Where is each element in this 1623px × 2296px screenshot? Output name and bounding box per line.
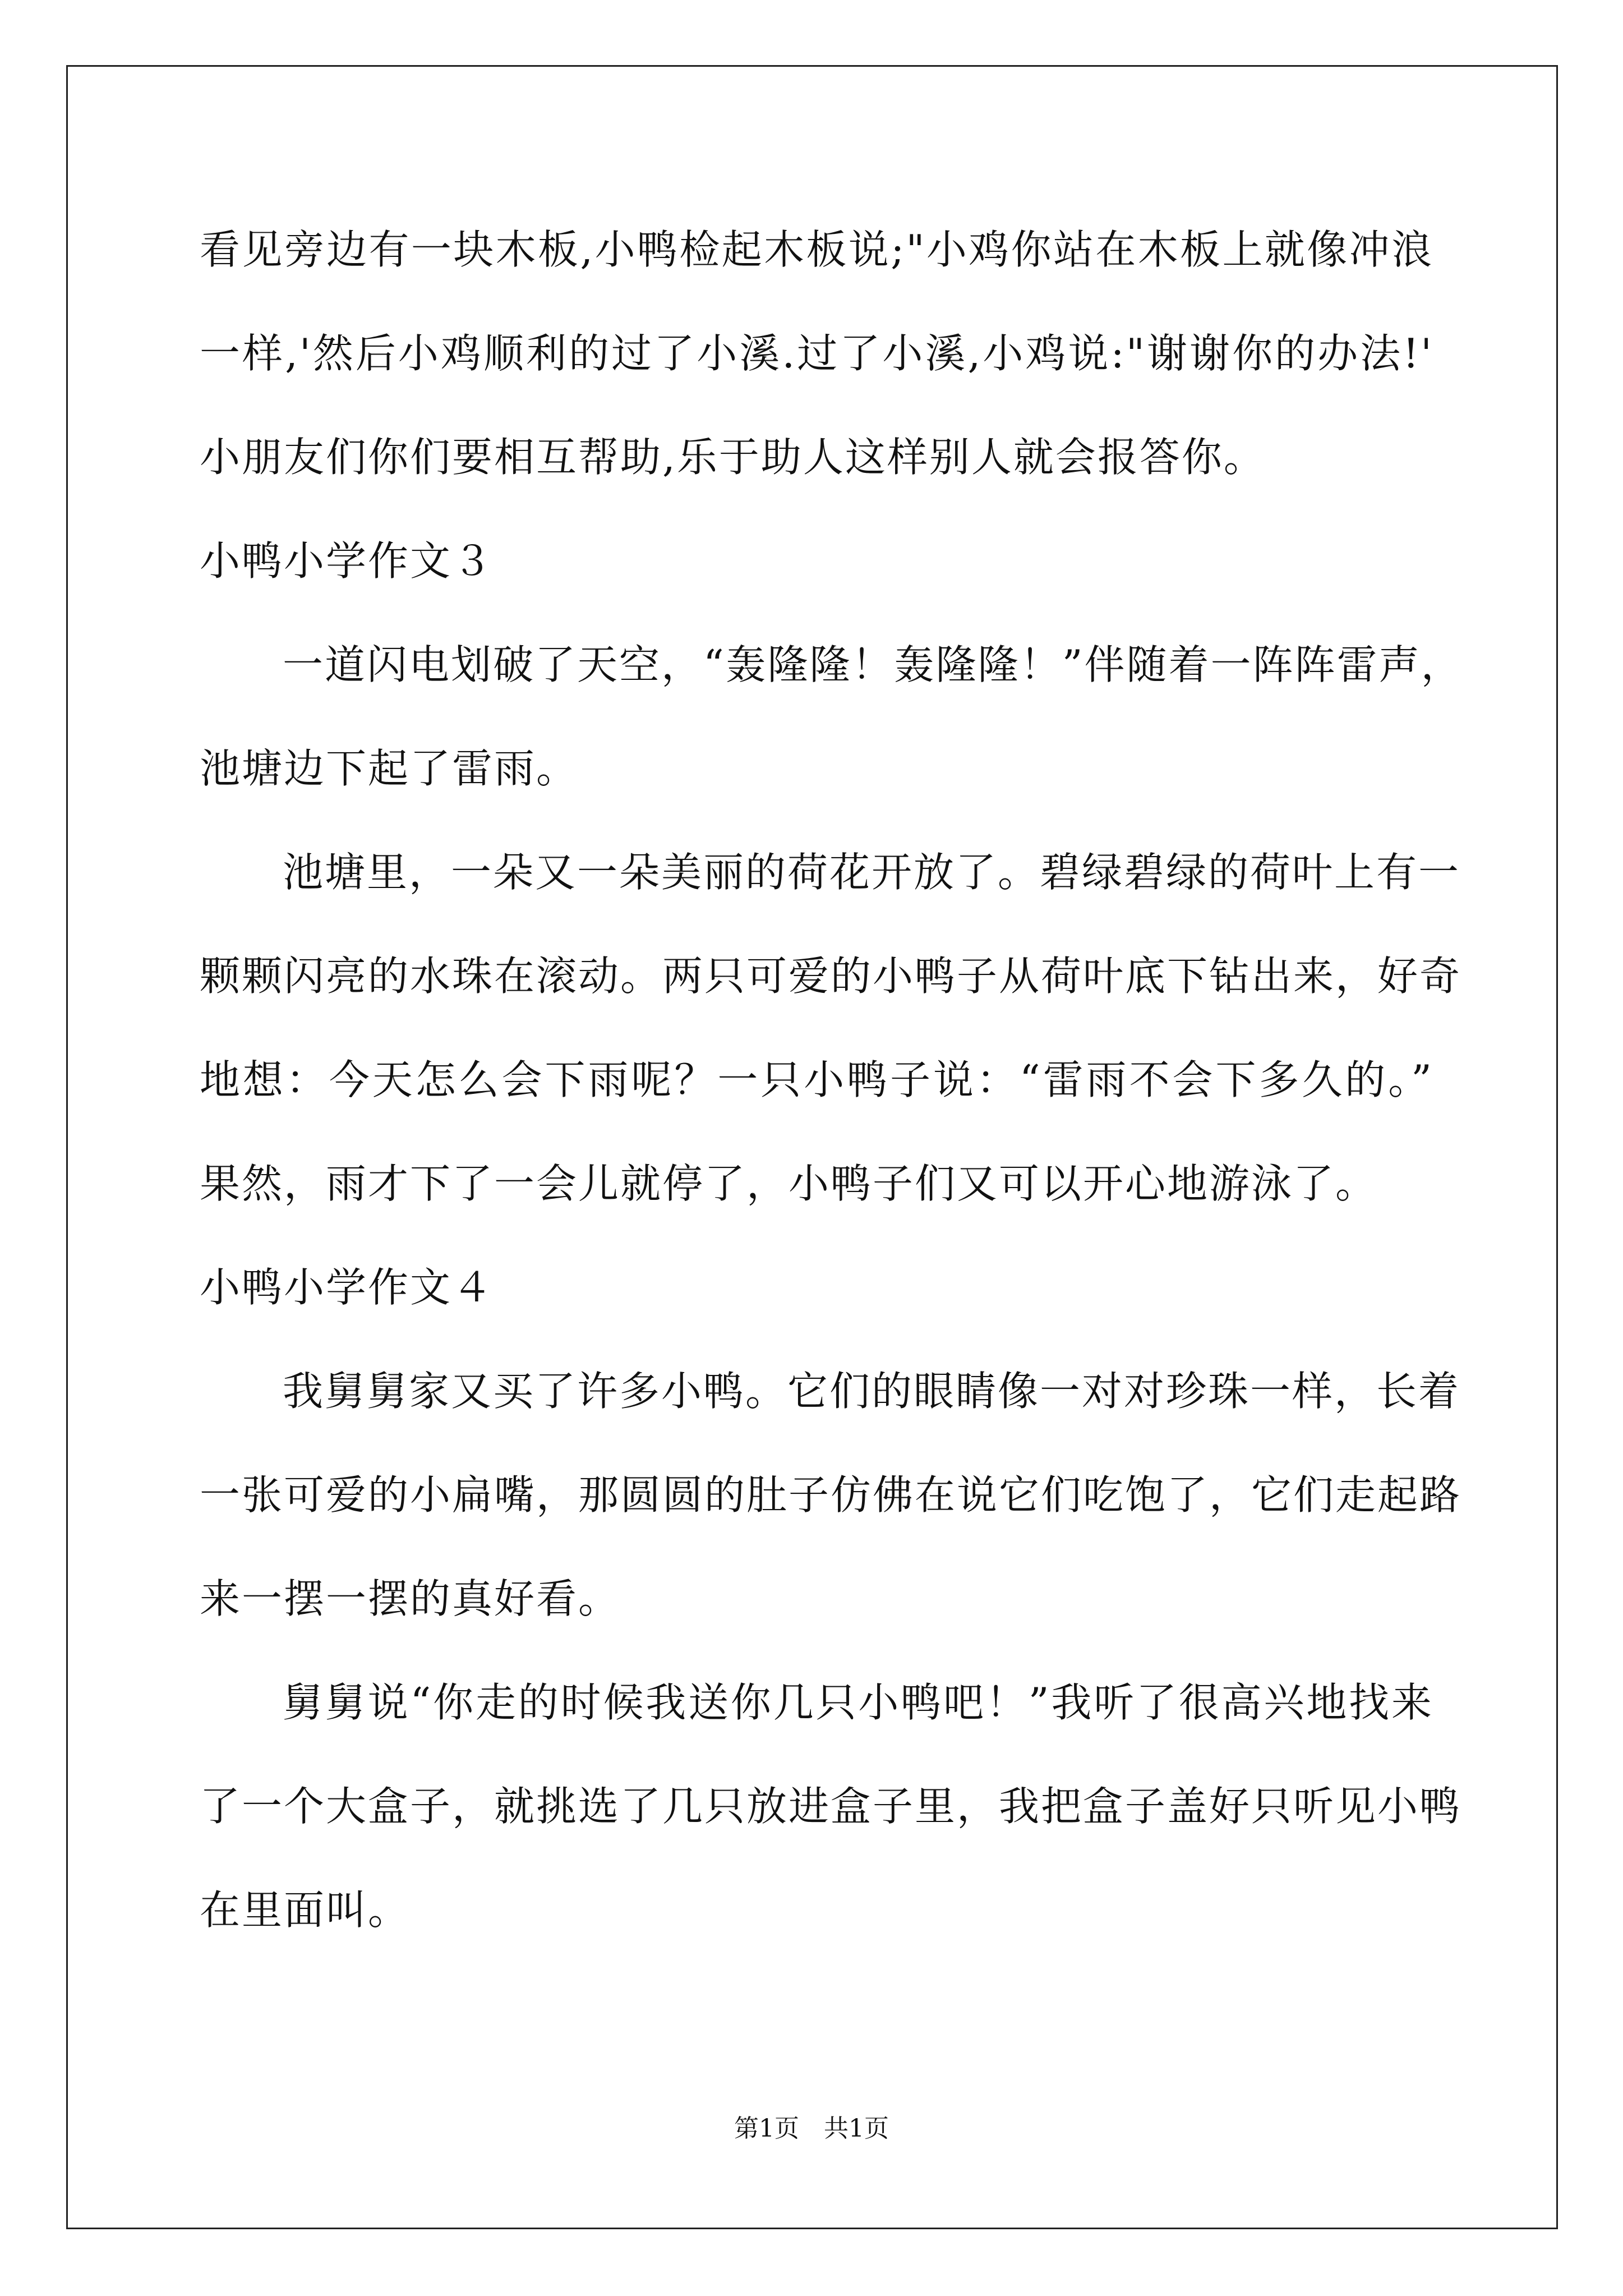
paragraph-line: 果然，雨才下了一会儿就停了，小鸭子们又可以开心地游泳了。 (200, 1160, 1378, 1207)
paragraph-line: 来一摆一摆的真好看。 (200, 1575, 621, 1622)
paragraph-line: 我舅舅家又买了许多小鸭。它们的眼睛像一对对珍珠一样，长着 (283, 1368, 1461, 1415)
paragraph-line: 一张可爱的小扁嘴，那圆圆的肚子仿佛在说它们吃饱了，它们走起路 (200, 1471, 1462, 1519)
section-heading: 小鸭小学作文３ (200, 537, 495, 585)
paragraph-line: 池塘边下起了雷雨。 (200, 745, 579, 792)
page-footer: 第1页 共1页 (734, 2114, 889, 2143)
paragraph-line: 了一个大盒子，就挑选了几只放进盒子里，我把盒子盖好只听见小鸭 (200, 1783, 1462, 1830)
paragraph-line: 看见旁边有一块木板,小鸭检起木板说;"小鸡你站在木板上就像冲浪 (200, 226, 1433, 273)
paragraph-line: 地想：今天怎么会下雨呢？一只小鸭子说：“雷雨不会下多久的。” (200, 1056, 1433, 1103)
paragraph-line: 颗颗闪亮的水珠在滚动。两只可爱的小鸭子从荷叶底下钻出来，好奇 (200, 953, 1462, 1000)
paragraph-line: 池塘里，一朵又一朵美丽的荷花开放了。碧绿碧绿的荷叶上有一 (283, 849, 1461, 896)
paragraph-line: 一道闪电划破了天空，“轰隆隆！轰隆隆！”伴随着一阵阵雷声， (283, 641, 1463, 688)
paragraph-line: 在里面叫。 (200, 1887, 411, 1934)
paragraph-line: 一样,'然后小鸡顺利的过了小溪.过了小溪,小鸡说:"谢谢你的办法!' (200, 330, 1433, 377)
section-heading: 小鸭小学作文４ (200, 1264, 495, 1311)
paragraph-line: 小朋友们你们要相互帮助,乐于助人这样别人就会报答你。 (200, 434, 1266, 481)
paragraph-line: 舅舅说“你走的时候我送你几只小鸭吧！”我听了很高兴地找来 (283, 1679, 1433, 1726)
